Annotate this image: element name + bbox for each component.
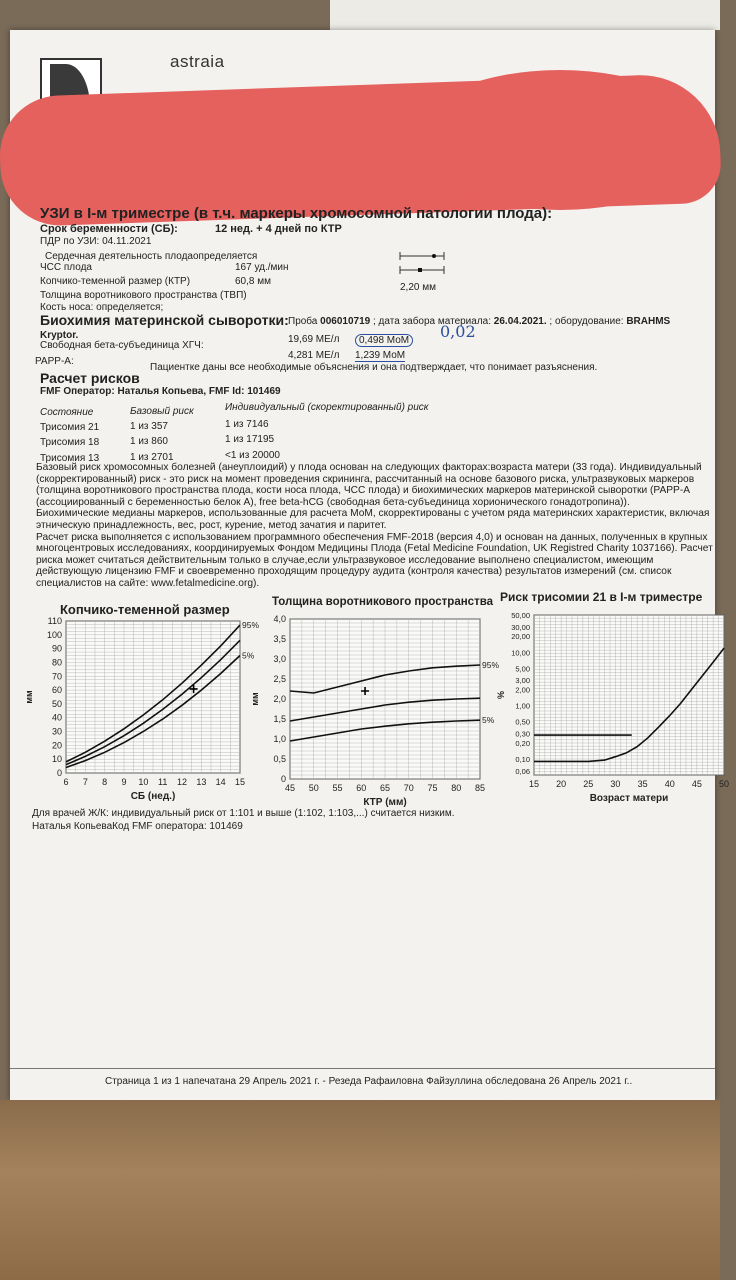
y-tick-label: 0,10	[515, 754, 530, 764]
x-tick-label: 80	[451, 783, 462, 793]
y-tick-label: 1,5	[273, 714, 286, 724]
x-tick-label: 65	[379, 783, 391, 793]
y-tick-label: 0	[56, 768, 62, 778]
y-tick-label: 4,0	[273, 614, 286, 624]
risk-title: Расчет рисков	[40, 370, 140, 386]
footer-divider	[10, 1068, 715, 1069]
fhr-value: 167 уд./мин	[235, 262, 289, 273]
x-tick-label: 10	[138, 777, 149, 787]
x-tick-label: 70	[403, 783, 414, 793]
series-label: 95%	[242, 620, 260, 631]
risk-base-2: 1 из 860	[130, 436, 168, 447]
y-tick-label: 30	[51, 726, 62, 737]
crl-value: 60,8 мм	[235, 276, 271, 287]
y-tick-label: 0,20	[515, 738, 530, 748]
y-tick-label: 90	[51, 643, 62, 654]
hcg-value: 19,69 МЕ/л	[288, 334, 340, 345]
col-ind: Индивидуальный (скоректированный) риск	[225, 402, 429, 413]
x-tick-label: 85	[474, 783, 486, 793]
y-axis-label: %	[496, 690, 506, 700]
y-tick-label: 2,00	[515, 685, 530, 695]
x-tick-label: 12	[176, 777, 188, 787]
x-tick-label: 8	[102, 777, 108, 787]
col-base: Базовый риск	[130, 406, 194, 417]
y-tick-label: 3,0	[273, 654, 286, 664]
biochem-title: Биохимия материнской сыворотки:	[40, 312, 289, 328]
y-tick-label: 3,5	[273, 634, 286, 644]
wooden-desk	[0, 1100, 720, 1280]
risk-consent: Пациентке даны все необходимые объяснения и она подтверждает, что понимает разъяснения.	[150, 362, 598, 373]
risk-state-1: Трисомия 21	[40, 422, 100, 433]
x-tick-label: 9	[121, 777, 127, 787]
x-tick-label: 35	[637, 779, 648, 789]
y-tick-label: 20	[51, 740, 62, 751]
biochem-sample-line: Проба 006010719 ; дата забора материала: 26.04.2021. ; оборудование: BRAHMS	[288, 316, 671, 327]
y-tick-label: 2,0	[273, 694, 286, 704]
y-tick-label: 30,00	[511, 622, 530, 632]
x-tick-label: 45	[284, 783, 296, 793]
x-axis-label: Возраст матери	[589, 793, 669, 804]
y-tick-label: 50	[51, 698, 62, 709]
risk-base-3: 1 из 2701	[130, 452, 174, 463]
y-tick-label: 100	[46, 629, 62, 640]
risk-base-1: 1 из 357	[130, 421, 168, 432]
nt-label: Толщина воротникового пространства (ТВП)	[40, 290, 247, 301]
charts-area	[10, 611, 730, 840]
usg-title: УЗИ в I-м триместре (в т.ч. маркеры хромосомной патологии плода):	[40, 205, 553, 222]
redaction-mark-2	[410, 70, 710, 210]
series-label: 5%	[482, 715, 495, 726]
y-tick-label: 0,30	[515, 729, 530, 739]
chart-nt	[250, 614, 499, 808]
y-tick-label: 10,00	[511, 648, 530, 658]
hcg-mom: 0,498 МоМ	[355, 334, 413, 347]
x-tick-label: 50	[308, 783, 319, 793]
risk-operator: FMF Оператор: Наталья Копьева, FMF Id: 101469	[40, 386, 281, 397]
y-tick-label: 20,00	[511, 632, 530, 642]
heart-value: определяется	[193, 251, 258, 262]
series-label: 95%	[482, 660, 500, 670]
kryptor: Kryptor.	[40, 330, 79, 341]
y-tick-label: 0,5	[273, 754, 286, 764]
underlying-sheet	[330, 0, 720, 30]
y-tick-label: 0	[280, 774, 286, 784]
x-axis-label: КТР (мм)	[363, 797, 407, 808]
edd: ПДР по УЗИ: 04.11.2021	[40, 236, 152, 247]
risk-ind-2: 1 из 17195	[225, 434, 275, 445]
heart-label: Сердечная деятельность плода	[45, 251, 193, 262]
pappa-label: PAPP-A:	[35, 356, 74, 367]
y-tick-label: 40	[51, 712, 62, 723]
x-tick-label: 11	[157, 777, 168, 787]
medical-report-page	[10, 30, 730, 1100]
x-tick-label: 15	[234, 777, 246, 787]
pappa-value: 4,281 МЕ/л	[288, 350, 340, 361]
x-tick-label: 7	[82, 777, 88, 787]
y-tick-label: 70	[51, 671, 62, 682]
chart-1-title: Копчико-теменной размер	[60, 602, 230, 617]
chart-2-title: Толщина воротникового пространства	[272, 596, 494, 608]
y-tick-label: 50,00	[511, 611, 530, 620]
col-state: Состояние	[40, 407, 94, 418]
x-tick-label: 6	[63, 777, 69, 787]
x-tick-label: 50	[718, 779, 730, 789]
y-tick-label: 1,0	[273, 734, 286, 744]
series-label: 5%	[242, 650, 255, 661]
chart-crl	[24, 616, 259, 802]
nt-value: 2,20 мм	[400, 282, 436, 293]
y-tick-label: 0,06	[515, 766, 530, 776]
y-tick-label: 2,5	[273, 674, 286, 684]
y-tick-label: 60	[51, 685, 62, 696]
risk-ind-1: 1 из 7146	[225, 419, 269, 430]
y-axis-label: мм	[250, 692, 260, 706]
y-tick-label: 1,00	[515, 701, 530, 711]
x-tick-label: 20	[556, 779, 567, 789]
nasal-bone: Кость носа: определяется;	[40, 302, 164, 313]
x-tick-label: 14	[215, 777, 226, 787]
y-tick-label: 110	[47, 616, 62, 626]
x-tick-label: 45	[691, 779, 702, 789]
chart-3-title: Риск трисомии 21 в I-м триместре	[500, 590, 703, 604]
risk-state-2: Трисомия 18	[40, 437, 100, 448]
ga-value: 12 нед. + 4 дней по КТР	[215, 223, 342, 235]
x-tick-label: 40	[664, 779, 675, 789]
range-markers	[398, 250, 448, 280]
x-tick-label: 15	[528, 779, 540, 789]
chart-t21-risk	[496, 611, 729, 804]
y-tick-label: 80	[51, 657, 62, 668]
x-tick-label: 55	[332, 783, 343, 793]
operator-code: Наталья КопьеваКод FMF оператора: 101469	[32, 821, 243, 832]
handwritten-note: 0,02	[440, 322, 476, 341]
ga-label: Срок беременности (СБ):	[40, 223, 178, 235]
x-tick-label: 60	[356, 783, 367, 793]
crl-label: Копчико-теменной размер (КТР)	[40, 276, 191, 287]
y-tick-label: 10	[51, 754, 62, 765]
y-tick-label: 3,00	[515, 676, 530, 686]
x-axis-label: СБ (нед.)	[130, 791, 176, 802]
y-tick-label: 0,50	[515, 717, 530, 727]
x-tick-label: 75	[427, 783, 438, 793]
y-tick-label: 5,00	[515, 664, 530, 674]
x-tick-label: 30	[610, 779, 621, 789]
fhr-label: ЧСС плода	[40, 262, 92, 273]
page-footer: Страница 1 из 1 напечатана 29 Апрель 2021 г. - Резеда Рафаиловна Файзуллина обследована 26 Апрель 2021 г..	[105, 1076, 633, 1087]
brand-name: astraia	[170, 52, 225, 71]
x-tick-label: 25	[583, 779, 594, 789]
low-risk-note: Для врачей Ж/К: индивидуальный риск от 1:101 и выше (1:102, 1:103,...) считается низким.	[32, 808, 455, 819]
pappa-mom: 1,239 МоМ	[355, 350, 406, 361]
risk-state-3: Трисомия 13	[40, 453, 100, 464]
hcg-label: Свободная бета-субъединица ХГЧ:	[40, 340, 204, 351]
x-tick-label: 13	[196, 777, 207, 787]
y-axis-label: мм	[24, 690, 34, 704]
explanation-paragraph: Базовый риск хромосомных болезней (анеуплоидий) у плода основан на следующих факторах:возраста матери (33 года). Индивидуальный (скорректированный) риск - это риск на момент проведения скрининга, рассчитанный на основе базового риска, ультразвуковых маркеров (толщина воротникового пространства плода, кости носа плода, ЧСС плода) и биохимических маркеров материнской сыворотки (PAPP-A (ассоциированный с беременностью белок А), free beta-hCG (свободная бета-субъединица хорионического гонадотропина)). Биохимические медианы маркеров, использованные для расчета МоМ, скорректированы с учетом ряда материнских характеристик, включая этническую принадлежность, вес, рост, курение, метод зачатия и паритет. Расчет риска выполняется с использованием программного обеспечения FMF-2018 (версия 4,0) и основан на данных, полученных в крупных многоцентровых исследованиях, координируемых Фондом Медицины Плода (Fetal Medicine Foundation, UK Registred Charity 1037166). Расчет риска может считаться действительным только в случае,если ультразвуковое исследование выполнено специалистом, имеющим действующую лицензию FMF и своевременно проходящим процедуру аудита (контроля качества) результатов измерений (см. список специалистов на сайте: www.fetalmedicine.org).	[36, 462, 713, 589]
risk-ind-3: <1 из 20000	[225, 450, 280, 461]
